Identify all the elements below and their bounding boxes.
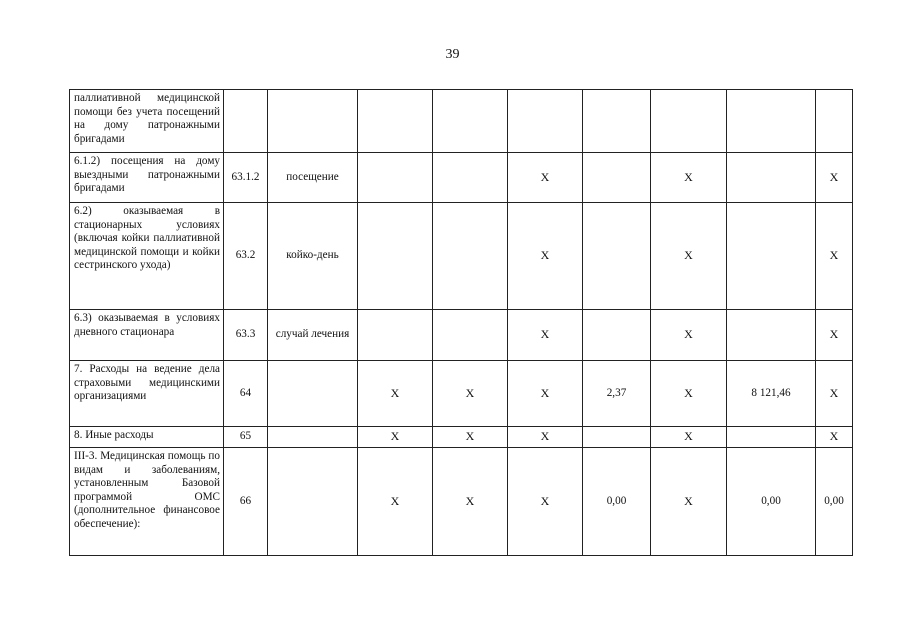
cell-col4 [358,310,433,361]
cell-col10: X [816,153,853,203]
row-unit: койко-день [268,203,358,310]
row-unit: посещение [268,153,358,203]
cell-col8: X [651,153,727,203]
cell-col9 [727,310,816,361]
financing-table [69,89,853,556]
cell-col6: X [508,153,583,203]
cell-col6: X [508,203,583,310]
cell-col9 [727,427,816,448]
row-code [224,90,268,153]
cell-col10: X [816,427,853,448]
row-code: 66 [224,448,268,556]
cell-col5: X [433,448,508,556]
cell-col4 [358,203,433,310]
cell-col10: X [816,203,853,310]
cell-col5 [433,90,508,153]
row-code: 65 [224,427,268,448]
row-unit: случай лечения [268,310,358,361]
page-number: 39 [445,47,460,62]
cell-col4: X [358,427,433,448]
cell-col5 [433,203,508,310]
table-row [70,448,853,556]
cell-col7 [583,310,651,361]
cell-col9 [727,153,816,203]
row-code: 63.2 [224,203,268,310]
row-name: 8. Иные расходы [70,427,224,448]
row-code: 64 [224,361,268,427]
cell-col5: X [433,361,508,427]
row-name: 7. Расходы на ведение дела страховыми медицинскими организациями [70,361,224,427]
cell-col6: X [508,427,583,448]
cell-col6: X [508,310,583,361]
cell-col7 [583,90,651,153]
cell-col9: 8 121,46 [727,361,816,427]
cell-col8: X [651,448,727,556]
row-unit [268,90,358,153]
cell-col7 [583,153,651,203]
cell-col7 [583,203,651,310]
cell-col6 [508,90,583,153]
cell-col6: X [508,448,583,556]
cell-col5: X [433,427,508,448]
row-code: 63.3 [224,310,268,361]
cell-col4 [358,90,433,153]
row-name: 6.3) оказываемая в условиях дневного стационара [70,310,224,361]
table-row [70,310,853,361]
cell-col10: 0,00 [816,448,853,556]
row-unit [268,448,358,556]
cell-col5 [433,310,508,361]
cell-col8: X [651,310,727,361]
table-row [70,361,853,427]
row-code: 63.1.2 [224,153,268,203]
cell-col10: X [816,310,853,361]
cell-col6: X [508,361,583,427]
table-row [70,203,853,310]
row-name: III-3. Медицинская помощь по видам и заболеваниям, установленным Базовой программой ОМС (дополнительное финансовое обеспечение): [70,448,224,556]
row-name: 6.2) оказываемая в стационарных условиях (включая койки паллиативной медицинской помощи и койки сестринского ухода) [70,203,224,310]
table-row [70,427,853,448]
cell-col4: X [358,448,433,556]
cell-col4: X [358,361,433,427]
cell-col10: X [816,361,853,427]
cell-col8: X [651,427,727,448]
cell-col4 [358,153,433,203]
cell-col7 [583,427,651,448]
cell-col9: 0,00 [727,448,816,556]
cell-col8: X [651,203,727,310]
cell-col7: 2,37 [583,361,651,427]
cell-col7: 0,00 [583,448,651,556]
row-name: 6.1.2) посещения на дому выездными патронажными бригадами [70,153,224,203]
cell-col9 [727,203,816,310]
row-name: паллиативной медицинской помощи без учета посещений на дому патронажными бригадами [70,90,224,153]
cell-col8 [651,90,727,153]
row-unit [268,427,358,448]
table-row [70,153,853,203]
cell-col9 [727,90,816,153]
table-row [70,90,853,153]
row-unit [268,361,358,427]
cell-col5 [433,153,508,203]
cell-col8: X [651,361,727,427]
cell-col10 [816,90,853,153]
